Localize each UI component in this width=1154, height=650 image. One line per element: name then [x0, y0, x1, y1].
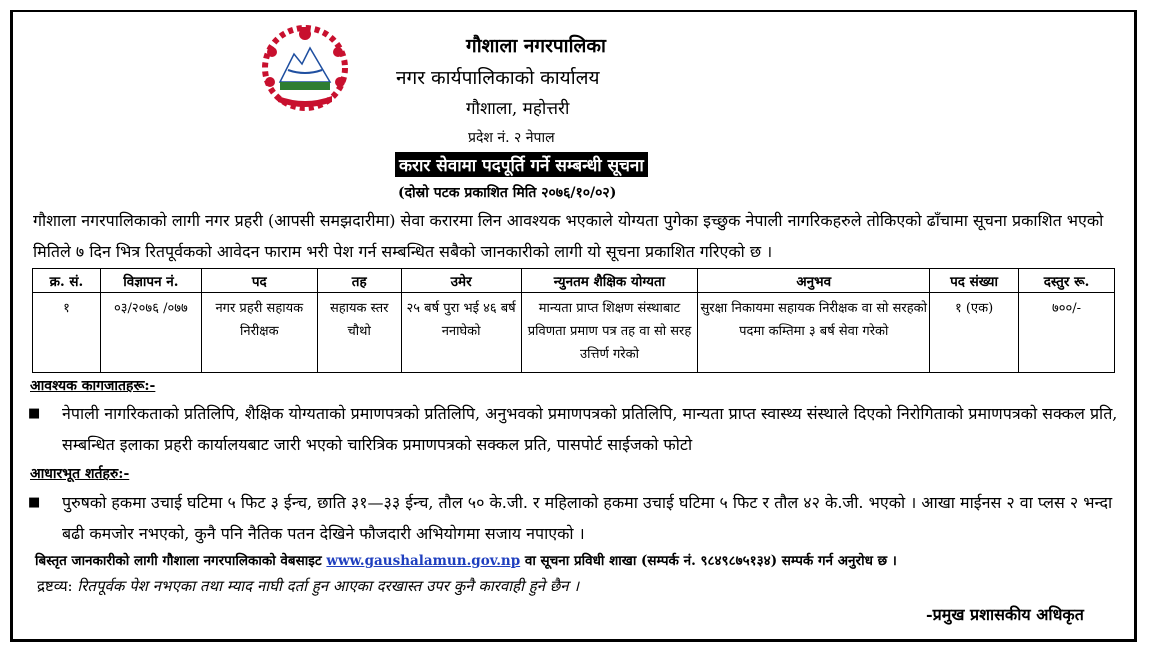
- table-header-row: [33, 269, 1115, 293]
- province-label: प्रदेश नं. २ नेपाल: [468, 130, 555, 146]
- table-cell: मान्यता प्राप्त शिक्षण संस्थाबाट प्रविणता प्रमाण पत्र तह वा सो सरह उत्तिर्ण गरेको: [521, 293, 698, 373]
- table-row: [33, 293, 1115, 373]
- remark-line: [37, 576, 579, 596]
- table-cell: २५ बर्ष पुरा भई ४६ बर्ष ननाघेको: [401, 293, 521, 373]
- table-cell: सहायक स्तर चौथो: [317, 293, 401, 373]
- conditions-heading: आधारभूत शर्तहरु:-: [30, 466, 130, 482]
- table-header-cell: न्युनतम शैक्षिक योग्यता: [521, 269, 698, 293]
- table-header-cell: तह: [317, 269, 401, 293]
- signature: -प्रमुख प्रशासकीय अधिकृत: [926, 605, 1084, 624]
- nepal-emblem-icon: [258, 24, 352, 114]
- remark-label: द्रष्टव्य:: [37, 577, 73, 595]
- bullet-icon: ■: [28, 406, 41, 421]
- documents-heading: आवश्यक कागजातहरू:-: [30, 378, 156, 394]
- list-item: [28, 487, 1118, 549]
- contact-text-after: वा सूचना प्रविधी शाखा (सम्पर्क नं. ९८४९८७५१३४) सम्पर्क गर्न अनुरोध छ ।: [524, 553, 897, 569]
- contact-text-before: बिस्तृत जानकारीको लागी गौशाला नगरपालिकाको वेबसाइट: [35, 553, 322, 569]
- table-header-cell: उमेर: [401, 269, 521, 293]
- document-requirement: नेपाली नागरिकताको प्रतिलिपि, शैक्षिक योग्यताको प्रमाणपत्रको प्रतिलिपि, अनुभवको प्रमाणपत्रको प्रतिलिपि, मान्यता प्राप्त स्वास्थ्य संस्थाले दिएको निरोगिताको प्रमाणपत्रको सक्कल प्रति, सम्बन्धित इलाका प्रहरी कार्यालयबाट जारी भएको चारित्रिक प्रमाणपत्रको सक्कल प्रति, पासपोर्ट साईजको फोटो: [62, 404, 1118, 454]
- table-cell: नगर प्रहरी सहायक निरीक्षक: [201, 293, 317, 373]
- table-cell: १: [33, 293, 101, 373]
- municipality-name: गौशाला नगरपालिका: [466, 35, 606, 57]
- intro-paragraph: गौशाला नगरपालिकाको लागी नगर प्रहरी (आपसी समझदारीमा) सेवा करारमा लिन आवश्यक भएकाले योग्यता पुगेका इच्छुक नेपाली नागरिकहरुले तोकिएको ढाँचामा सूचना प्रकाशित भएको मितिले ७ दिन भित्र रितपूर्वकको आवेदन फाराम भरी पेश गर्न सम्बन्धित सबैको जानकारीको लागी यो सूचना प्रकाशित गरिएको छ ।: [33, 211, 1104, 261]
- office-address: गौशाला, महोत्तरी: [466, 99, 570, 119]
- contact-line: [35, 551, 897, 569]
- table-cell: ७००/-: [1019, 293, 1115, 373]
- website-link[interactable]: www.gaushalamun.gov.np: [326, 553, 521, 569]
- table-cell: सुरक्षा निकायमा सहायक निरीक्षक वा सो सरहको पदमा कम्तिमा ३ बर्ष सेवा गरेको: [698, 293, 930, 373]
- table-header-cell: पद संख्या: [930, 269, 1019, 293]
- table-header-cell: विज्ञापन नं.: [100, 269, 201, 293]
- table-cell: ०३/२०७६ /०७७: [100, 293, 201, 373]
- list-item: [28, 398, 1118, 460]
- notice-title: करार सेवामा पदपूर्ति गर्ने सम्बन्धी सूचना: [395, 152, 648, 177]
- table-header-cell: पद: [201, 269, 317, 293]
- table-header-cell: क्र. सं.: [33, 269, 101, 293]
- condition-text: पुरुषको हकमा उचाई घटिमा ५ फिट ३ ईन्च, छाति ३१—३३ ईन्च, तौल ५० के.जी. र महिलाको हकमा उचाई घटिमा ५ फिट र तौल ४२ के.जी. भएको । आखा माईनस २ वा प्लस २ भन्दा बढी कमजोर नभएको, कुनै पनि नैतिक पतन देखिने फौजदारी अभियोगमा सजाय नपाएको ।: [62, 493, 1113, 543]
- vacancy-table: [32, 268, 1115, 373]
- table-cell: १ (एक): [930, 293, 1019, 373]
- table-header-cell: दस्तुर रू.: [1019, 269, 1115, 293]
- bullet-icon: ■: [28, 495, 41, 510]
- office-name: नगर कार्यपालिकाको कार्यालय: [396, 67, 600, 89]
- remark-text: रितपूर्वक पेश नभएका तथा म्याद नाघी दर्ता हुन आएका दरखास्त उपर कुनै कारवाही हुने छैन ।: [77, 577, 580, 595]
- table-header-cell: अनुभव: [698, 269, 930, 293]
- publish-date: (दोस्रो पटक प्रकाशित मिति २०७६/१०/०२): [398, 185, 617, 201]
